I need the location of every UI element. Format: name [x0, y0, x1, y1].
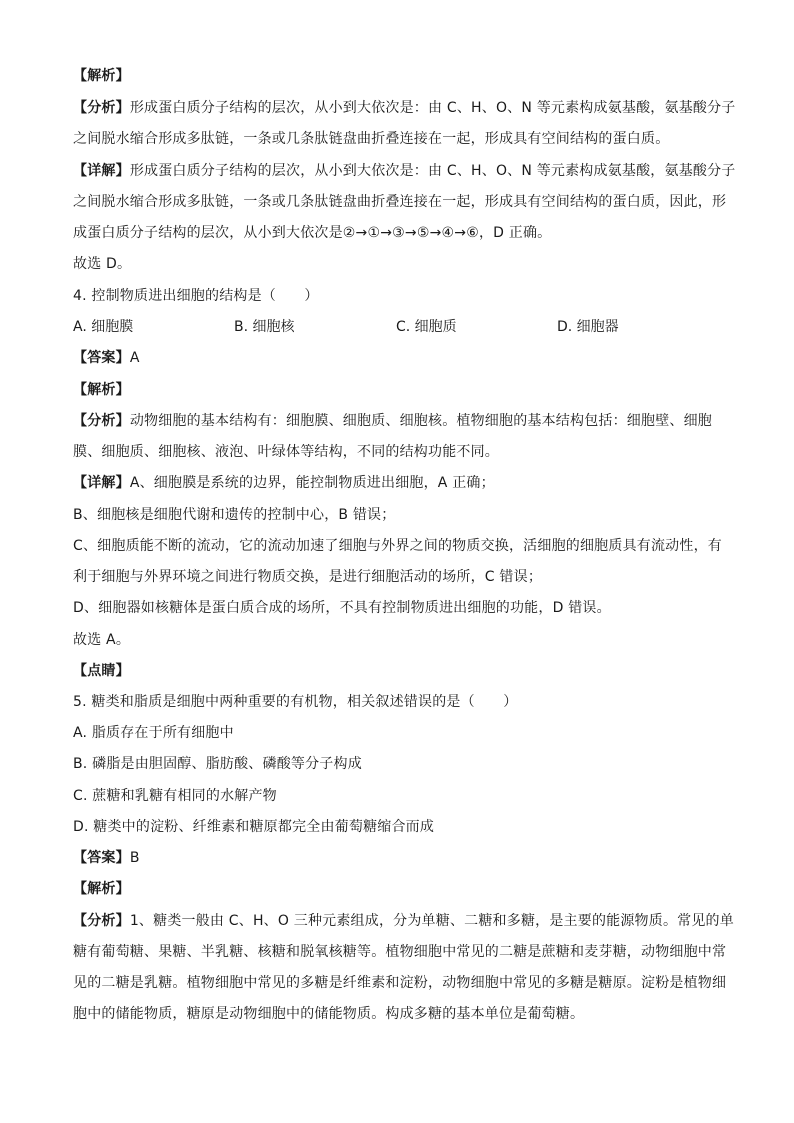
- section-tag: 【点睛】: [73, 663, 130, 679]
- paragraph-line: 胞中的储能物质，糖原是动物细胞中的储能物质。构成多糖的基本单位是葡萄糖。: [73, 1006, 585, 1022]
- paragraph-line: 利于细胞与外界环境之间进行物质交换，是进行细胞活动的场所，C 错误；: [73, 569, 543, 585]
- section-tag: 【解析】: [73, 382, 130, 398]
- jiexi-heading: [73, 380, 723, 400]
- paragraph-line: 见的二糖是乳糖。植物细胞中常见的多糖是纤维素和淀粉，动物细胞中常见的多糖是糖原。淀粉是植物细: [73, 975, 727, 991]
- section-tag: 【分析】: [73, 413, 130, 429]
- paragraph-line: 成蛋白质分子结构的层次，从小到大依次是②→①→③→⑤→④→⑥，D 正确。: [73, 225, 552, 241]
- jiexi-heading: [73, 879, 723, 899]
- section-tag: 【分析】: [73, 100, 130, 116]
- answer-value: B: [129, 850, 140, 866]
- option-a: A. 细胞膜: [73, 319, 134, 335]
- fenxi-paragraph: [73, 411, 723, 431]
- option-b: B. 磷脂是由胆固醇、脂肪酸、磷酸等分子构成: [73, 756, 362, 772]
- conclusion-line: 故选 D。: [73, 256, 132, 272]
- question-stem: 4. 控制物质进出细胞的结构是（ ）: [73, 288, 319, 304]
- option-c: C. 蔗糖和乳糖有相同的水解产物: [73, 788, 277, 804]
- option-c: C. 细胞质: [396, 319, 457, 335]
- answer-line: [73, 848, 723, 868]
- question-stem: 5. 糖类和脂质是细胞中两种重要的有机物，相关叙述错误的是（ ）: [73, 694, 518, 710]
- paragraph-text: 形成蛋白质分子结构的层次，从小到大依次是：由 C、H、O、N 等元素构成氨基酸，氨基酸分子: [129, 163, 736, 179]
- fenxi-paragraph: [73, 98, 736, 118]
- section-tag: 【详解】: [73, 475, 130, 491]
- paragraph-line: B、细胞核是细胞代谢和遗传的控制中心，B 错误；: [73, 507, 396, 523]
- paragraph-text: 形成蛋白质分子结构的层次，从小到大依次是：由 C、H、O、N 等元素构成氨基酸，氨基酸分子: [129, 100, 736, 116]
- paragraph-line: 之间脱水缩合形成多肽链，一条或几条肽链盘曲折叠连接在一起，形成具有空间结构的蛋白质。: [73, 131, 670, 147]
- paragraph-text: 1、糖类一般由 C、H、O 三种元素组成，分为单糖、二糖和多糖，是主要的能源物质。常见的单: [129, 913, 734, 929]
- fenxi-paragraph: [73, 911, 734, 931]
- section-tag: 【分析】: [73, 913, 130, 929]
- dianjing-heading: [73, 661, 723, 681]
- section-tag: 【解析】: [73, 68, 130, 84]
- section-tag: 【答案】: [73, 850, 130, 866]
- answer-value: A: [129, 350, 140, 366]
- paragraph-line: C、细胞质能不断的流动，它的流动加速了细胞与外界之间的物质交换，活细胞的细胞质具有流动性，有: [73, 538, 722, 554]
- xiangjie-paragraph: [73, 473, 723, 493]
- section-tag: 【解析】: [73, 881, 130, 897]
- paragraph-line: 糖有葡萄糖、果糖、半乳糖、核糖和脱氧核糖等。植物细胞中常见的二糖是蔗糖和麦芽糖，动物细胞中常: [73, 944, 727, 960]
- option-d: D. 细胞器: [557, 319, 619, 335]
- paragraph-text: 动物细胞的基本结构有：细胞膜、细胞质、细胞核。植物细胞的基本结构包括：细胞壁、细胞: [129, 413, 713, 429]
- paragraph-line: 膜、细胞质、细胞核、液泡、叶绿体等结构，不同的结构功能不同。: [73, 444, 499, 460]
- paragraph-line: 之间脱水缩合形成多肽链，一条或几条肽链盘曲折叠连接在一起，形成具有空间结构的蛋白质，因此，形: [73, 194, 727, 210]
- paragraph-line: D、细胞器如核糖体是蛋白质合成的场所，不具有控制物质进出细胞的功能，D 错误。: [73, 600, 611, 616]
- paragraph-text: A、细胞膜是系统的边界，能控制物质进出细胞，A 正确；: [129, 475, 495, 491]
- option-a: A. 脂质存在于所有细胞中: [73, 725, 234, 741]
- section-tag: 【答案】: [73, 350, 130, 366]
- conclusion-line: 故选 A。: [73, 632, 131, 648]
- option-b: B. 细胞核: [234, 319, 295, 335]
- answer-line: [73, 348, 723, 368]
- section-tag: 【详解】: [73, 163, 130, 179]
- jiexi-heading: [73, 66, 723, 86]
- option-d: D. 糖类中的淀粉、纤维素和糖原都完全由葡萄糖缩合而成: [73, 819, 435, 835]
- xiangjie-paragraph: [73, 161, 736, 181]
